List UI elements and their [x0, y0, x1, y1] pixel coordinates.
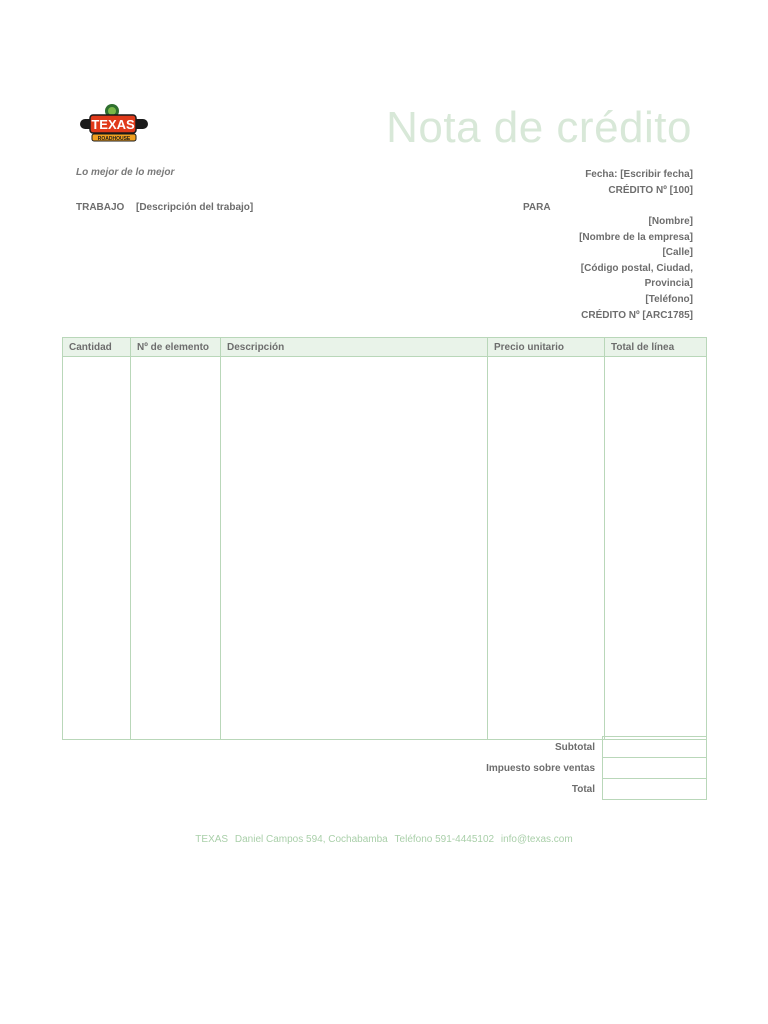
subtotal-field[interactable] [602, 736, 707, 758]
credit-reference: CRÉDITO Nº [ARC1785] [581, 309, 693, 321]
tax-row [485, 757, 707, 778]
col-unit-price: Precio unitario [488, 338, 605, 357]
recipient-phone: [Teléfono] [645, 293, 693, 305]
footer [0, 834, 768, 845]
recipient-name: [Nombre] [648, 216, 693, 227]
date-field: Fecha: [Escribir fecha] [585, 169, 693, 180]
table-header-row [63, 338, 707, 357]
cell-item-number[interactable] [131, 357, 221, 740]
subtotal-row [485, 736, 707, 757]
credit-number: CRÉDITO Nº [100] [608, 184, 693, 196]
recipient-block [579, 214, 693, 323]
tax-field[interactable] [602, 757, 707, 779]
footer-company: TEXAS [195, 834, 229, 845]
recipient-street: [Calle] [662, 247, 693, 259]
recipient-company: [Nombre de la empresa] [579, 231, 693, 243]
recipient-label: PARA [523, 202, 551, 213]
footer-address: Daniel Campos 594, Cochabamba [234, 834, 388, 845]
recipient-city-line2: Provincia] [644, 278, 693, 290]
meta-block [585, 167, 693, 198]
footer-phone: Teléfono 591-4445102 [394, 834, 495, 845]
page-title: Nota de crédito [386, 103, 692, 152]
cell-line-total[interactable] [605, 357, 707, 740]
total-label: Total [571, 784, 595, 795]
job-label: TRABAJO [76, 202, 125, 213]
col-description: Descripción [221, 338, 488, 357]
cell-unit-price[interactable] [488, 357, 605, 740]
totals-section [485, 736, 707, 799]
total-field[interactable] [602, 778, 707, 800]
col-cantidad: Cantidad [63, 338, 131, 357]
recipient-city-line1: [Código postal, Ciudad, [580, 262, 693, 274]
company-logo [78, 102, 150, 146]
tax-label: Impuesto sobre ventas [486, 763, 595, 774]
logo-text: TEXAS [91, 117, 135, 132]
subtotal-label: Subtotal [555, 742, 595, 753]
total-row [485, 778, 707, 799]
footer-email[interactable]: info@texas.com [500, 834, 573, 845]
col-item-number: Nº de elemento [131, 338, 221, 357]
logo-subtext: ROADHOUSE [97, 136, 131, 142]
cell-description[interactable] [221, 357, 488, 740]
col-line-total: Total de línea [605, 338, 707, 357]
table-row [63, 357, 707, 740]
job-description: [Descripción del trabajo] [136, 202, 254, 213]
cell-cantidad[interactable] [63, 357, 131, 740]
tagline: Lo mejor de lo mejor [76, 167, 175, 178]
items-table [62, 337, 707, 740]
